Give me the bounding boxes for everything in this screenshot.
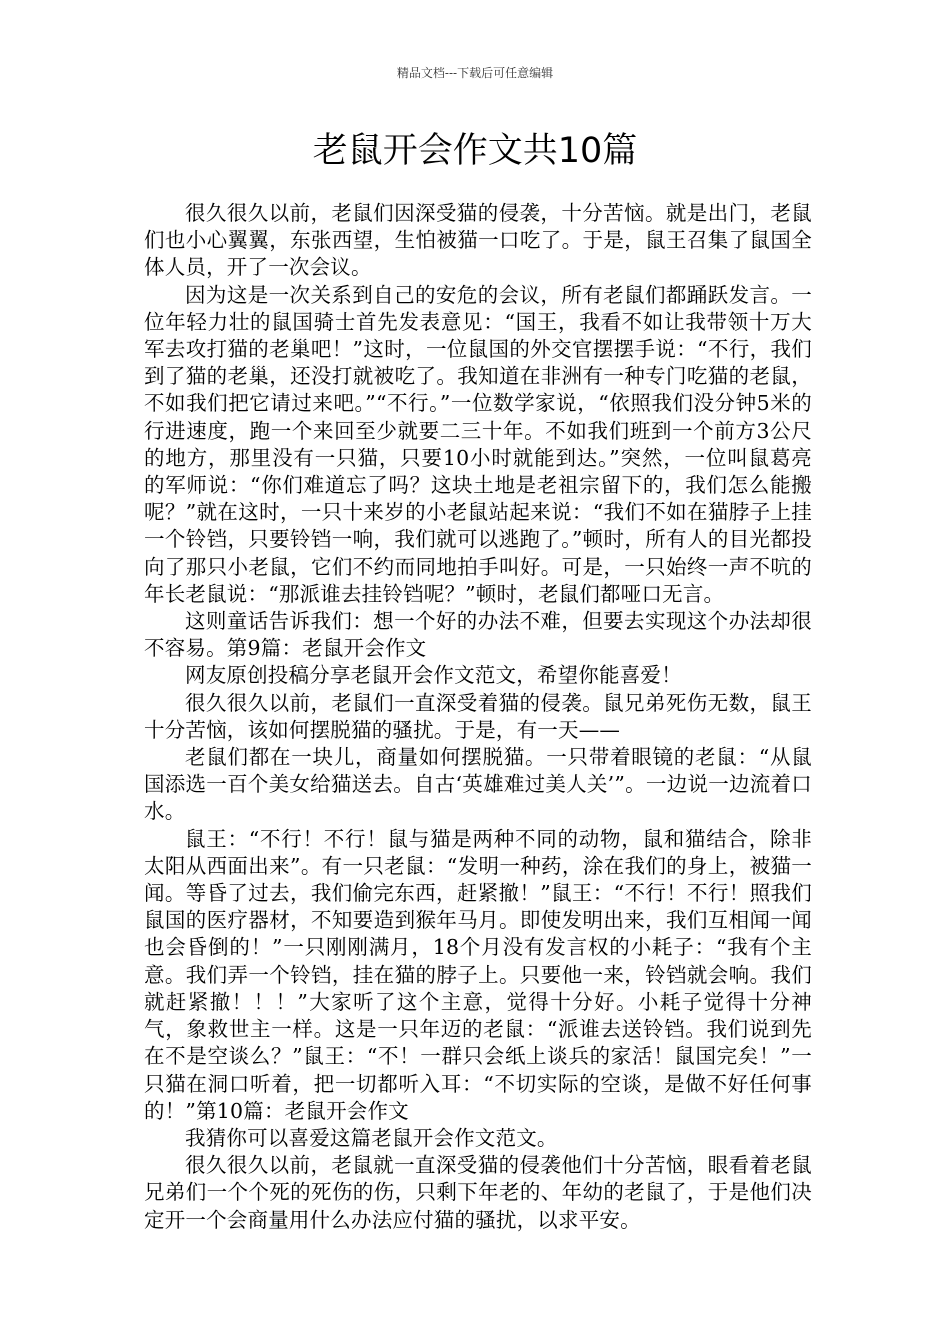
paragraph: 很久很久以前，老鼠就一直深受猫的侵袭他们十分苦恼，眼看着老鼠兄弟们一个个死的死伤的伤，只剩下年老的、年幼的老鼠了，于是他们决定开一个会商量用什么办法应付猫的骚扰，以求平安。 <box>144 1153 812 1232</box>
paragraph: 很久很久以前，老鼠们一直深受着猫的侵袭。鼠兄弟死伤无数，鼠王十分苦恼，该如何摆脱猫的骚扰。于是，有一天—— <box>144 690 812 742</box>
paragraph: 因为这是一次关系到自己的安危的会议，所有老鼠们都踊跃发言。一位年轻力壮的鼠国骑士首先发表意见：“国王，我看不如让我带领十万大军去攻打猫的老巢吧！”这时，一位鼠国的外交官摆摆手说：“不行，我们到了猫的老巢，还没打就被吃了。我知道在非洲有一种专门吃猫的老鼠，不如我们把它请过来吧。”“不行。”一位数学家说，“依照我们没分钟5米的行进速度，跑一个来回至少就要二三十年。不如我们班到一个前方3公尺的地方，那里没有一只猫，只要10小时就能到达。”突然，一位叫鼠葛亮的军师说：“你们难道忘了吗？这块土地是老祖宗留下的，我们怎么能搬呢？”就在这时，一只十来岁的小老鼠站起来说：“我们不如在猫脖子上挂一个铃铛，只要铃铛一响，我们就可以逃跑了。”顿时，所有人的目光都投向了那只小老鼠，它们不约而同地拍手叫好。可是，一只始终一声不吭的年长老鼠说：“那派谁去挂铃铛呢？”顿时，老鼠们都哑口无言。 <box>144 282 812 606</box>
document-title: 老鼠开会作文共10篇 <box>312 131 638 171</box>
header-note: 精品文档---下载后可任意编辑 <box>396 66 554 80</box>
paragraph: 鼠王：“不行！不行！鼠与猫是两种不同的动物，鼠和猫结合，除非太阳从西面出来”。有一只老鼠：“发明一种药，涂在我们的身上，被猫一闻。等昏了过去，我们偷完东西，赶紧撤！”鼠王：“不行！不行！照我们鼠国的医疗器材，不知要造到猴年马月。即使发明出来，我们互相闻一闻也会昏倒的！”一只刚刚满月，18个月没有发言权的小耗子：“我有个主意。我们弄一个铃铛，挂在猫的脖子上。只要他一来，铃铛就会响。我们就赶紧撤！！！”大家听了这个主意，觉得十分好。小耗子觉得十分神气，象救世主一样。这是一只年迈的老鼠：“派谁去送铃铛。我们说到先在不是空谈么？”鼠王：“不！一群只会纸上谈兵的家活！鼠国完矣！”一只猫在洞口听着，把一切都听入耳：“不切实际的空谈，是做不好任何事的！”第10篇：老鼠开会作文 <box>144 826 812 1123</box>
paragraph: 网友原创投稿分享老鼠开会作文范文，希望你能喜爱！ <box>185 663 682 688</box>
paragraph: 这则童话告诉我们：想一个好的办法不难，但要去实现这个办法却很不容易。第9篇：老鼠开会作文 <box>144 609 812 661</box>
document-body <box>144 200 812 1234</box>
paragraph: 我猜你可以喜爱这篇老鼠开会作文范文。 <box>185 1125 558 1150</box>
paragraph: 很久很久以前，老鼠们因深受猫的侵袭，十分苦恼。就是出门，老鼠们也小心翼翼，东张西望，生怕被猫一口吃了。于是，鼠王召集了鼠国全体人员，开了一次会议。 <box>144 201 812 280</box>
paragraph: 老鼠们都在一块儿，商量如何摆脱猫。一只带着眼镜的老鼠：“从鼠国添选一百个美女给猫送去。自古‘英雄难过美人关’”。一边说一边流着口水。 <box>144 745 812 824</box>
